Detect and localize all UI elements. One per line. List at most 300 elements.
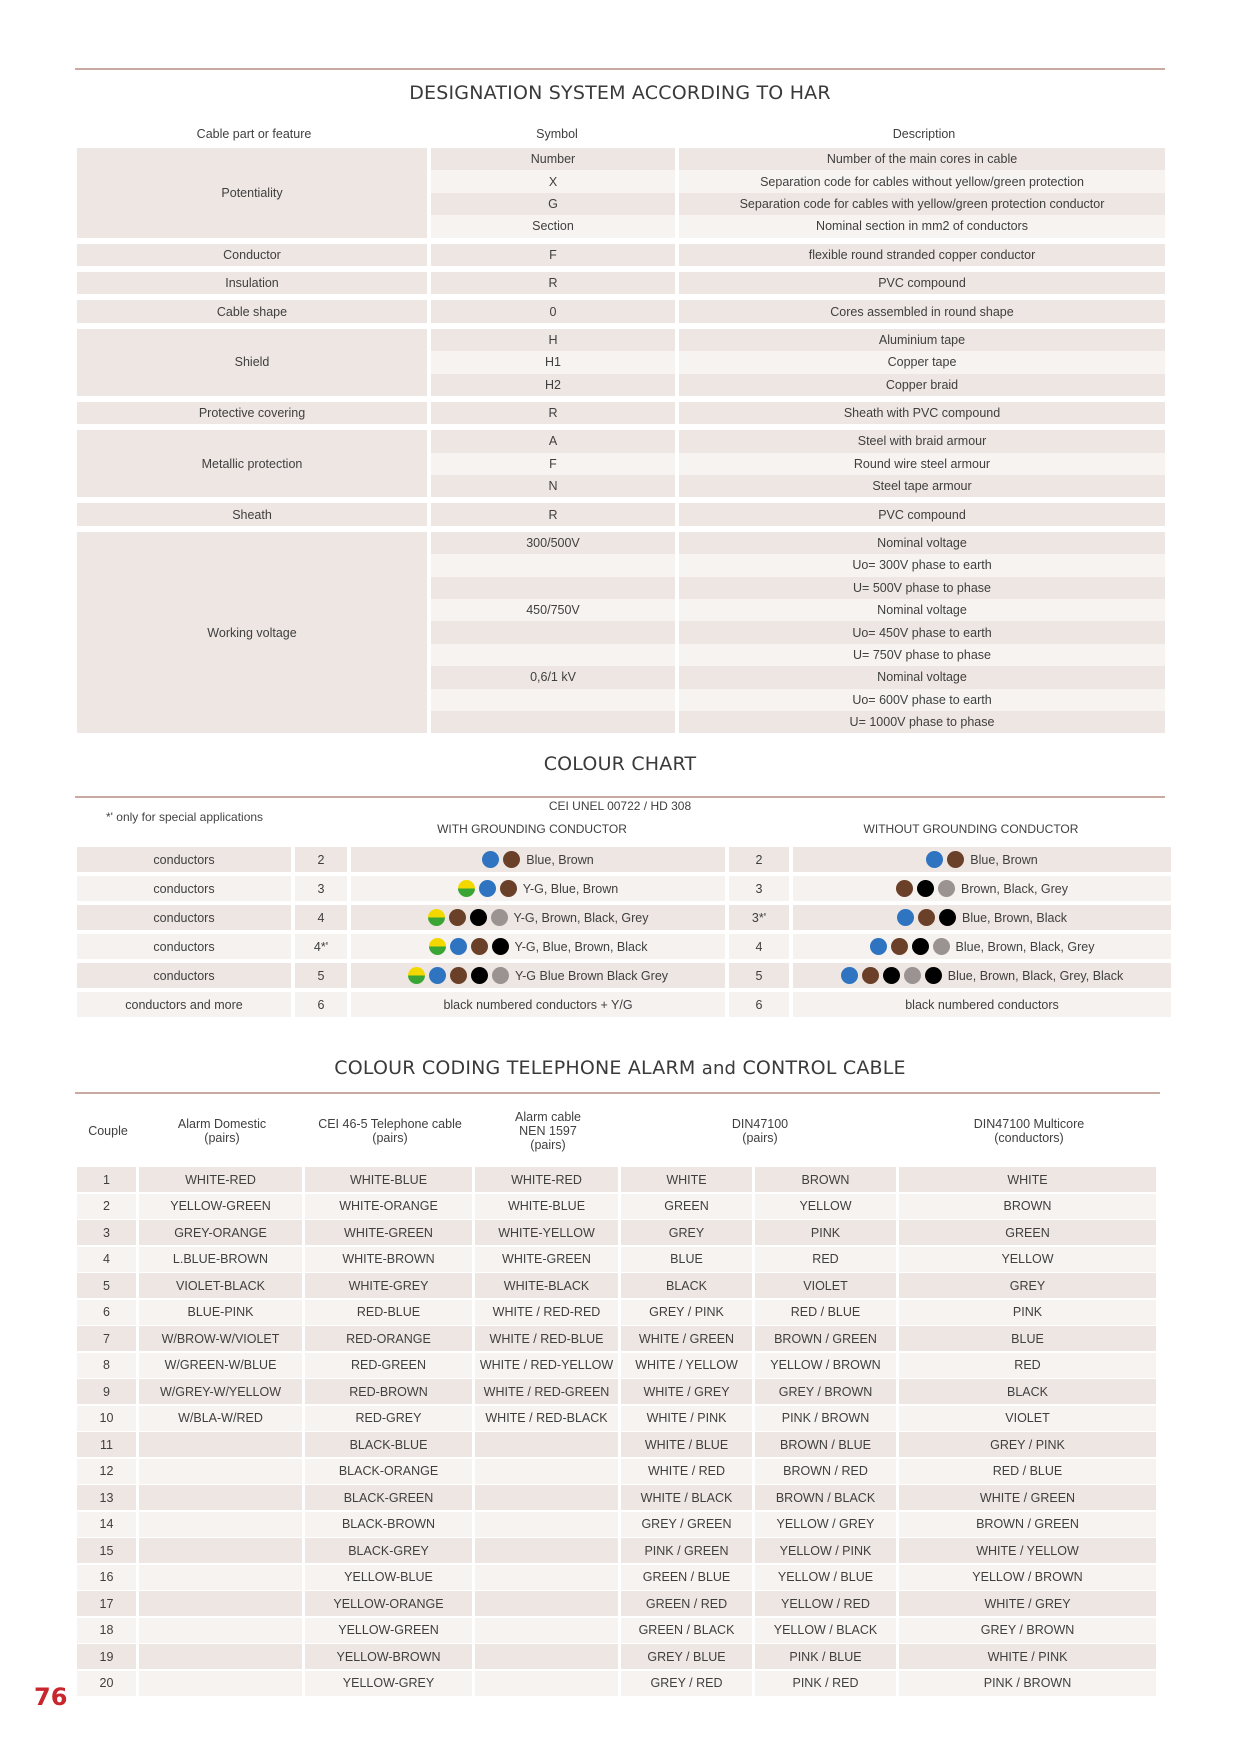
- colour-chart-table: [77, 847, 1167, 1021]
- din-multicore-cell: BLUE: [899, 1326, 1156, 1351]
- din-multicore-cell: GREY / PINK: [899, 1432, 1156, 1457]
- alarm-nen-cell: WHITE-RED: [475, 1167, 618, 1192]
- din-pairs-b-cell: RED / BLUE: [755, 1300, 896, 1325]
- colour-dot-blue: [450, 938, 467, 955]
- din-pairs-a-cell: WHITE / BLUE: [621, 1432, 752, 1457]
- har-row: [431, 475, 1165, 497]
- alarm-domestic-cell: [139, 1432, 302, 1457]
- with-grounding-colours: [351, 905, 725, 930]
- din-pairs-a-cell: GREY / BLUE: [621, 1644, 752, 1669]
- alarm-nen-cell: [475, 1671, 618, 1696]
- header-alarm-nen: Alarm cable NEN 1597 (pairs): [515, 1110, 581, 1152]
- alarm-nen-cell: [475, 1565, 618, 1590]
- couple-cell: 19: [77, 1644, 136, 1669]
- conductor-label: conductors: [77, 905, 291, 930]
- alarm-nen-cell: WHITE / RED-GREEN: [475, 1379, 618, 1404]
- alarm-nen-cell: WHITE / RED-BLACK: [475, 1406, 618, 1431]
- couple-cell: 12: [77, 1459, 136, 1484]
- colour-dot-grey: [904, 967, 921, 984]
- table-row: [77, 1618, 1159, 1643]
- din-pairs-b-cell: YELLOW / RED: [755, 1591, 896, 1616]
- alarm-domestic-cell: [139, 1512, 302, 1537]
- with-grounding-text: Y-G, Blue, Brown: [522, 881, 619, 896]
- with-grounding-colours: [351, 934, 725, 959]
- telephone-rule: [75, 1092, 1160, 1094]
- har-header-description: Description: [892, 127, 956, 141]
- cei-telephone-cell: BLACK-BROWN: [305, 1512, 472, 1537]
- din-pairs-b-cell: RED: [755, 1247, 896, 1272]
- har-description-cell: U= 750V phase to phase: [679, 644, 1165, 666]
- alarm-domestic-cell: [139, 1591, 302, 1616]
- alarm-nen-cell: [475, 1644, 618, 1669]
- colour-dot-brown: [471, 938, 488, 955]
- couple-cell: 9: [77, 1379, 136, 1404]
- cei-telephone-cell: WHITE-BROWN: [305, 1247, 472, 1272]
- har-title: DESIGNATION SYSTEM ACCORDING TO HAR: [409, 82, 831, 104]
- har-row: [431, 244, 1165, 266]
- with-grounding-count: 2: [295, 847, 347, 872]
- har-feature-cell: Metallic protection: [77, 430, 427, 497]
- alarm-domestic-cell: WHITE-RED: [139, 1167, 302, 1192]
- telephone-title-main: COLOUR CODING TELEPHONE ALARM: [334, 1057, 696, 1079]
- har-row: [431, 689, 1165, 711]
- with-grounding-text: Y-G Blue Brown Black Grey: [514, 968, 669, 983]
- colour-dot-grey: [491, 909, 508, 926]
- din-pairs-b-cell: YELLOW / BLACK: [755, 1618, 896, 1643]
- alarm-nen-cell: WHITE-BLUE: [475, 1194, 618, 1219]
- colour-dot-brown: [500, 880, 517, 897]
- har-row: [431, 666, 1165, 688]
- har-feature-cell: Sheath: [77, 503, 427, 525]
- din-pairs-a-cell: BLUE: [621, 1247, 752, 1272]
- table-row: [77, 1273, 1159, 1298]
- telephone-title-and: and: [701, 1058, 737, 1079]
- colour-chart-row: [77, 905, 1167, 930]
- colour-dot-brown: [891, 938, 908, 955]
- table-row: [77, 1326, 1159, 1351]
- header-alarm-domestic: Alarm Domestic (pairs): [177, 1117, 267, 1145]
- har-description-cell: Separation code for cables with yellow/green protection conductor: [679, 193, 1165, 215]
- cei-telephone-cell: WHITE-GREEN: [305, 1220, 472, 1245]
- with-grounding-colours: [351, 963, 725, 988]
- colour-dot-blue: [841, 967, 858, 984]
- cei-telephone-cell: RED-ORANGE: [305, 1326, 472, 1351]
- har-table-header: [77, 120, 1165, 148]
- din-multicore-cell: WHITE / PINK: [899, 1644, 1156, 1669]
- cei-telephone-cell: BLACK-BLUE: [305, 1432, 472, 1457]
- har-row: [431, 402, 1165, 424]
- couple-cell: 13: [77, 1485, 136, 1510]
- din-pairs-b-cell: BROWN / RED: [755, 1459, 896, 1484]
- without-grounding-colours: [793, 963, 1171, 988]
- har-row: [431, 554, 1165, 576]
- din-multicore-cell: BROWN / GREEN: [899, 1512, 1156, 1537]
- har-group: [77, 244, 1165, 266]
- din-multicore-cell: PINK / BROWN: [899, 1671, 1156, 1696]
- couple-cell: 15: [77, 1538, 136, 1563]
- table-row: [77, 1300, 1159, 1325]
- couple-cell: 6: [77, 1300, 136, 1325]
- colour-dot-yg: [429, 938, 446, 955]
- har-row: [431, 170, 1165, 192]
- har-description-cell: flexible round stranded copper conductor: [679, 244, 1165, 266]
- har-symbol-cell: 300/500V: [431, 532, 675, 554]
- colour-dot-blue: [482, 851, 499, 868]
- cei-telephone-cell: BLACK-ORANGE: [305, 1459, 472, 1484]
- har-description-cell: U= 500V phase to phase: [679, 577, 1165, 599]
- har-description-cell: Steel with braid armour: [679, 430, 1165, 452]
- har-row: [431, 577, 1165, 599]
- without-grounding-colours: [793, 876, 1171, 901]
- colour-dot-grey: [938, 880, 955, 897]
- colour-dot-brown: [449, 909, 466, 926]
- har-group: [77, 300, 1165, 322]
- din-multicore-cell: WHITE / GREEN: [899, 1485, 1156, 1510]
- har-feature-cell: Shield: [77, 329, 427, 396]
- header-cei-telephone: CEI 46-5 Telephone cable (pairs): [318, 1117, 462, 1145]
- har-description-cell: U= 1000V phase to phase: [679, 711, 1165, 733]
- har-group: [77, 503, 1165, 525]
- har-symbol-cell: F: [431, 453, 675, 475]
- colour-dot-black: [471, 967, 488, 984]
- har-description-cell: Nominal voltage: [679, 599, 1165, 621]
- har-description-cell: Steel tape armour: [679, 475, 1165, 497]
- with-grounding-text: black numbered conductors + Y/G: [443, 997, 633, 1012]
- colour-dot-yg: [408, 967, 425, 984]
- har-group: [77, 402, 1165, 424]
- har-feature-cell: Protective covering: [77, 402, 427, 424]
- without-grounding-text: black numbered conductors: [905, 997, 1059, 1012]
- alarm-domestic-cell: W/BLA-W/RED: [139, 1406, 302, 1431]
- har-feature-cell: Working voltage: [77, 532, 427, 734]
- couple-cell: 3: [77, 1220, 136, 1245]
- har-description-cell: Uo= 450V phase to earth: [679, 621, 1165, 643]
- table-row: [77, 1247, 1159, 1272]
- har-row: [431, 621, 1165, 643]
- har-symbol-cell: 0,6/1 kV: [431, 666, 675, 688]
- alarm-nen-cell: [475, 1512, 618, 1537]
- colour-dot-black: [939, 909, 956, 926]
- telephone-title-end: CONTROL CABLE: [742, 1057, 906, 1079]
- without-grounding-count: 3: [729, 876, 789, 901]
- without-grounding-text: Brown, Black, Grey: [961, 881, 1068, 896]
- alarm-domestic-cell: [139, 1618, 302, 1643]
- har-symbol-cell: G: [431, 193, 675, 215]
- with-grounding-text: Y-G, Brown, Black, Grey: [513, 910, 649, 925]
- alarm-nen-cell: [475, 1485, 618, 1510]
- with-grounding-count: 6: [295, 992, 347, 1017]
- din-pairs-a-cell: PINK / GREEN: [621, 1538, 752, 1563]
- din-multicore-cell: BLACK: [899, 1379, 1156, 1404]
- table-row: [77, 1459, 1159, 1484]
- header-din-multicore: DIN47100 Multicore (conductors): [973, 1117, 1085, 1145]
- without-grounding-header: WITHOUT GROUNDING CONDUCTOR: [863, 822, 1079, 836]
- har-symbol-cell: H: [431, 329, 675, 351]
- couple-cell: 14: [77, 1512, 136, 1537]
- har-row: [431, 148, 1165, 170]
- colour-dot-brown: [503, 851, 520, 868]
- telephone-title: [75, 1057, 1165, 1079]
- har-row: [431, 503, 1165, 525]
- conductor-label: conductors: [77, 963, 291, 988]
- without-grounding-colours: [793, 905, 1171, 930]
- har-row: [431, 711, 1165, 733]
- har-row: [431, 374, 1165, 396]
- without-grounding-count: 5: [729, 963, 789, 988]
- colour-dot-blue: [429, 967, 446, 984]
- din-pairs-a-cell: GREEN / BLUE: [621, 1565, 752, 1590]
- with-grounding-count: 5: [295, 963, 347, 988]
- har-description-cell: Copper tape: [679, 351, 1165, 373]
- alarm-nen-cell: [475, 1459, 618, 1484]
- alarm-domestic-cell: W/GREEN-W/BLUE: [139, 1353, 302, 1378]
- din-pairs-b-cell: YELLOW: [755, 1194, 896, 1219]
- cei-telephone-cell: WHITE-BLUE: [305, 1167, 472, 1192]
- with-grounding-text: Blue, Brown: [526, 852, 594, 867]
- har-feature-cell: Conductor: [77, 244, 427, 266]
- din-multicore-cell: WHITE / GREY: [899, 1591, 1156, 1616]
- colour-chart-row: [77, 963, 1167, 988]
- alarm-nen-cell: WHITE-GREEN: [475, 1247, 618, 1272]
- har-symbol-cell: Number: [431, 148, 675, 170]
- alarm-domestic-cell: [139, 1565, 302, 1590]
- colour-dot-blue: [870, 938, 887, 955]
- cei-telephone-cell: BLACK-GREY: [305, 1538, 472, 1563]
- couple-cell: 5: [77, 1273, 136, 1298]
- din-pairs-a-cell: WHITE: [621, 1167, 752, 1192]
- table-row: [77, 1671, 1159, 1696]
- page-number: 76: [34, 1683, 68, 1711]
- din-pairs-b-cell: YELLOW / PINK: [755, 1538, 896, 1563]
- couple-cell: 8: [77, 1353, 136, 1378]
- alarm-domestic-cell: L.BLUE-BROWN: [139, 1247, 302, 1272]
- din-pairs-b-cell: BROWN / GREEN: [755, 1326, 896, 1351]
- colour-dot-brown: [947, 851, 964, 868]
- couple-cell: 20: [77, 1671, 136, 1696]
- cei-telephone-cell: YELLOW-GREY: [305, 1671, 472, 1696]
- alarm-nen-cell: [475, 1591, 618, 1616]
- colour-chart-row: [77, 992, 1167, 1017]
- har-symbol-cell: R: [431, 272, 675, 294]
- din-pairs-b-cell: YELLOW / BLUE: [755, 1565, 896, 1590]
- colour-dot-yg: [458, 880, 475, 897]
- table-row: [77, 1432, 1159, 1457]
- har-description-cell: Nominal voltage: [679, 532, 1165, 554]
- har-group: [77, 430, 1165, 497]
- din-multicore-cell: YELLOW / BROWN: [899, 1565, 1156, 1590]
- alarm-nen-cell: WHITE / RED-YELLOW: [475, 1353, 618, 1378]
- couple-cell: 16: [77, 1565, 136, 1590]
- alarm-domestic-cell: BLUE-PINK: [139, 1300, 302, 1325]
- special-applications-note: *' only for special applications: [106, 810, 264, 824]
- colour-dot-black: [492, 938, 509, 955]
- table-row: [77, 1644, 1159, 1669]
- har-description-cell: PVC compound: [679, 272, 1165, 294]
- din-pairs-a-cell: BLACK: [621, 1273, 752, 1298]
- har-symbol-cell: [431, 711, 675, 733]
- din-pairs-a-cell: WHITE / RED: [621, 1459, 752, 1484]
- din-multicore-cell: GREEN: [899, 1220, 1156, 1245]
- colour-dot-grey: [492, 967, 509, 984]
- har-row: [431, 430, 1165, 452]
- din-multicore-cell: VIOLET: [899, 1406, 1156, 1431]
- har-symbol-cell: X: [431, 170, 675, 192]
- alarm-nen-cell: [475, 1432, 618, 1457]
- din-pairs-a-cell: WHITE / BLACK: [621, 1485, 752, 1510]
- couple-cell: 7: [77, 1326, 136, 1351]
- din-pairs-b-cell: BROWN / BLUE: [755, 1432, 896, 1457]
- table-row: [77, 1538, 1159, 1563]
- without-grounding-count: 3*': [729, 905, 789, 930]
- har-header-feature: Cable part or feature: [196, 127, 312, 141]
- couple-cell: 4: [77, 1247, 136, 1272]
- har-description-cell: Round wire steel armour: [679, 453, 1165, 475]
- har-description-cell: Number of the main cores in cable: [679, 148, 1165, 170]
- har-symbol-cell: F: [431, 244, 675, 266]
- har-symbol-cell: [431, 577, 675, 599]
- with-grounding-colours: [351, 992, 725, 1017]
- din-pairs-b-cell: PINK / RED: [755, 1671, 896, 1696]
- top-rule: [75, 68, 1165, 70]
- har-feature-cell: Insulation: [77, 272, 427, 294]
- conductor-label: conductors and more: [77, 992, 291, 1017]
- alarm-nen-cell: [475, 1538, 618, 1563]
- with-grounding-count: 4*': [295, 934, 347, 959]
- din-multicore-cell: YELLOW: [899, 1247, 1156, 1272]
- din-multicore-cell: GREY / BROWN: [899, 1618, 1156, 1643]
- har-row: [431, 351, 1165, 373]
- din-pairs-a-cell: GREEN / BLACK: [621, 1618, 752, 1643]
- colour-dot-grey: [933, 938, 950, 955]
- cei-telephone-cell: RED-GREY: [305, 1406, 472, 1431]
- alarm-domestic-cell: [139, 1538, 302, 1563]
- har-symbol-cell: 450/750V: [431, 599, 675, 621]
- colour-dot-brown: [450, 967, 467, 984]
- alarm-domestic-cell: GREY-ORANGE: [139, 1220, 302, 1245]
- table-row: [77, 1167, 1159, 1192]
- har-symbol-cell: [431, 689, 675, 711]
- har-description-cell: Cores assembled in round shape: [679, 300, 1165, 322]
- with-grounding-colours: [351, 876, 725, 901]
- without-grounding-colours: [793, 992, 1171, 1017]
- without-grounding-count: 6: [729, 992, 789, 1017]
- cei-telephone-cell: YELLOW-GREEN: [305, 1618, 472, 1643]
- alarm-nen-cell: WHITE / RED-RED: [475, 1300, 618, 1325]
- colour-dot-brown: [896, 880, 913, 897]
- without-grounding-text: Blue, Brown, Black: [962, 910, 1067, 925]
- couple-cell: 18: [77, 1618, 136, 1643]
- alarm-domestic-cell: W/GREY-W/YELLOW: [139, 1379, 302, 1404]
- har-description-cell: Separation code for cables without yellow/green protection: [679, 170, 1165, 192]
- har-feature-cell: Potentiality: [77, 148, 427, 238]
- colour-chart-row: [77, 847, 1167, 872]
- colour-dot-blue: [479, 880, 496, 897]
- couple-cell: 11: [77, 1432, 136, 1457]
- table-row: [77, 1591, 1159, 1616]
- without-grounding-count: 2: [729, 847, 789, 872]
- din-multicore-cell: GREY: [899, 1273, 1156, 1298]
- har-description-cell: Nominal voltage: [679, 666, 1165, 688]
- table-row: [77, 1485, 1159, 1510]
- din-pairs-b-cell: PINK / BROWN: [755, 1406, 896, 1431]
- har-group: [77, 532, 1165, 734]
- with-grounding-header: WITH GROUNDING CONDUCTOR: [437, 822, 627, 836]
- couple-cell: 2: [77, 1194, 136, 1219]
- har-symbol-cell: H1: [431, 351, 675, 373]
- din-multicore-cell: PINK: [899, 1300, 1156, 1325]
- alarm-domestic-cell: [139, 1459, 302, 1484]
- conductor-label: conductors: [77, 847, 291, 872]
- har-row: [431, 300, 1165, 322]
- colour-dot-black: [470, 909, 487, 926]
- alarm-nen-cell: WHITE-YELLOW: [475, 1220, 618, 1245]
- with-grounding-count: 3: [295, 876, 347, 901]
- colour-chart-row: [77, 876, 1167, 901]
- har-description-cell: Nominal section in mm2 of conductors: [679, 215, 1165, 237]
- har-group: [77, 272, 1165, 294]
- colour-dot-blue: [897, 909, 914, 926]
- without-grounding-text: Blue, Brown: [970, 852, 1038, 867]
- cei-telephone-cell: WHITE-GREY: [305, 1273, 472, 1298]
- colour-dot-brown: [862, 967, 879, 984]
- har-description-cell: Uo= 600V phase to earth: [679, 689, 1165, 711]
- din-pairs-a-cell: GREEN / RED: [621, 1591, 752, 1616]
- table-row: [77, 1406, 1159, 1431]
- din-pairs-b-cell: BROWN / BLACK: [755, 1485, 896, 1510]
- din-pairs-a-cell: GREEN: [621, 1194, 752, 1219]
- har-row: [431, 453, 1165, 475]
- alarm-domestic-cell: [139, 1671, 302, 1696]
- alarm-domestic-cell: VIOLET-BLACK: [139, 1273, 302, 1298]
- din-pairs-b-cell: VIOLET: [755, 1273, 896, 1298]
- har-row: [431, 599, 1165, 621]
- colour-standard: CEI UNEL 00722 / HD 308: [548, 799, 692, 813]
- din-pairs-a-cell: GREY / GREEN: [621, 1512, 752, 1537]
- without-grounding-colours: [793, 847, 1171, 872]
- with-grounding-colours: [351, 847, 725, 872]
- har-table-body: [77, 148, 1165, 733]
- cei-telephone-cell: YELLOW-BROWN: [305, 1644, 472, 1669]
- har-symbol-cell: [431, 644, 675, 666]
- conductor-label: conductors: [77, 876, 291, 901]
- har-symbol-cell: [431, 621, 675, 643]
- har-header-symbol: Symbol: [536, 127, 578, 141]
- alarm-nen-cell: WHITE-BLACK: [475, 1273, 618, 1298]
- couple-cell: 17: [77, 1591, 136, 1616]
- cei-telephone-cell: WHITE-ORANGE: [305, 1194, 472, 1219]
- din-multicore-cell: RED / BLUE: [899, 1459, 1156, 1484]
- without-grounding-count: 4: [729, 934, 789, 959]
- din-multicore-cell: RED: [899, 1353, 1156, 1378]
- cei-telephone-cell: YELLOW-ORANGE: [305, 1591, 472, 1616]
- har-description-cell: PVC compound: [679, 503, 1165, 525]
- har-row: [431, 193, 1165, 215]
- couple-cell: 1: [77, 1167, 136, 1192]
- colour-dot-blue: [926, 851, 943, 868]
- din-pairs-b-cell: YELLOW / BROWN: [755, 1353, 896, 1378]
- din-multicore-cell: BROWN: [899, 1194, 1156, 1219]
- header-din-pairs: DIN47100 (pairs): [731, 1117, 789, 1145]
- table-row: [77, 1194, 1159, 1219]
- without-grounding-text: Blue, Brown, Black, Grey, Black: [947, 968, 1124, 983]
- colour-chart-row: [77, 934, 1167, 959]
- alarm-domestic-cell: [139, 1485, 302, 1510]
- har-description-cell: Uo= 300V phase to earth: [679, 554, 1165, 576]
- din-pairs-b-cell: PINK / BLUE: [755, 1644, 896, 1669]
- har-row: [431, 329, 1165, 351]
- din-multicore-cell: WHITE: [899, 1167, 1156, 1192]
- colour-dot-black: [925, 967, 942, 984]
